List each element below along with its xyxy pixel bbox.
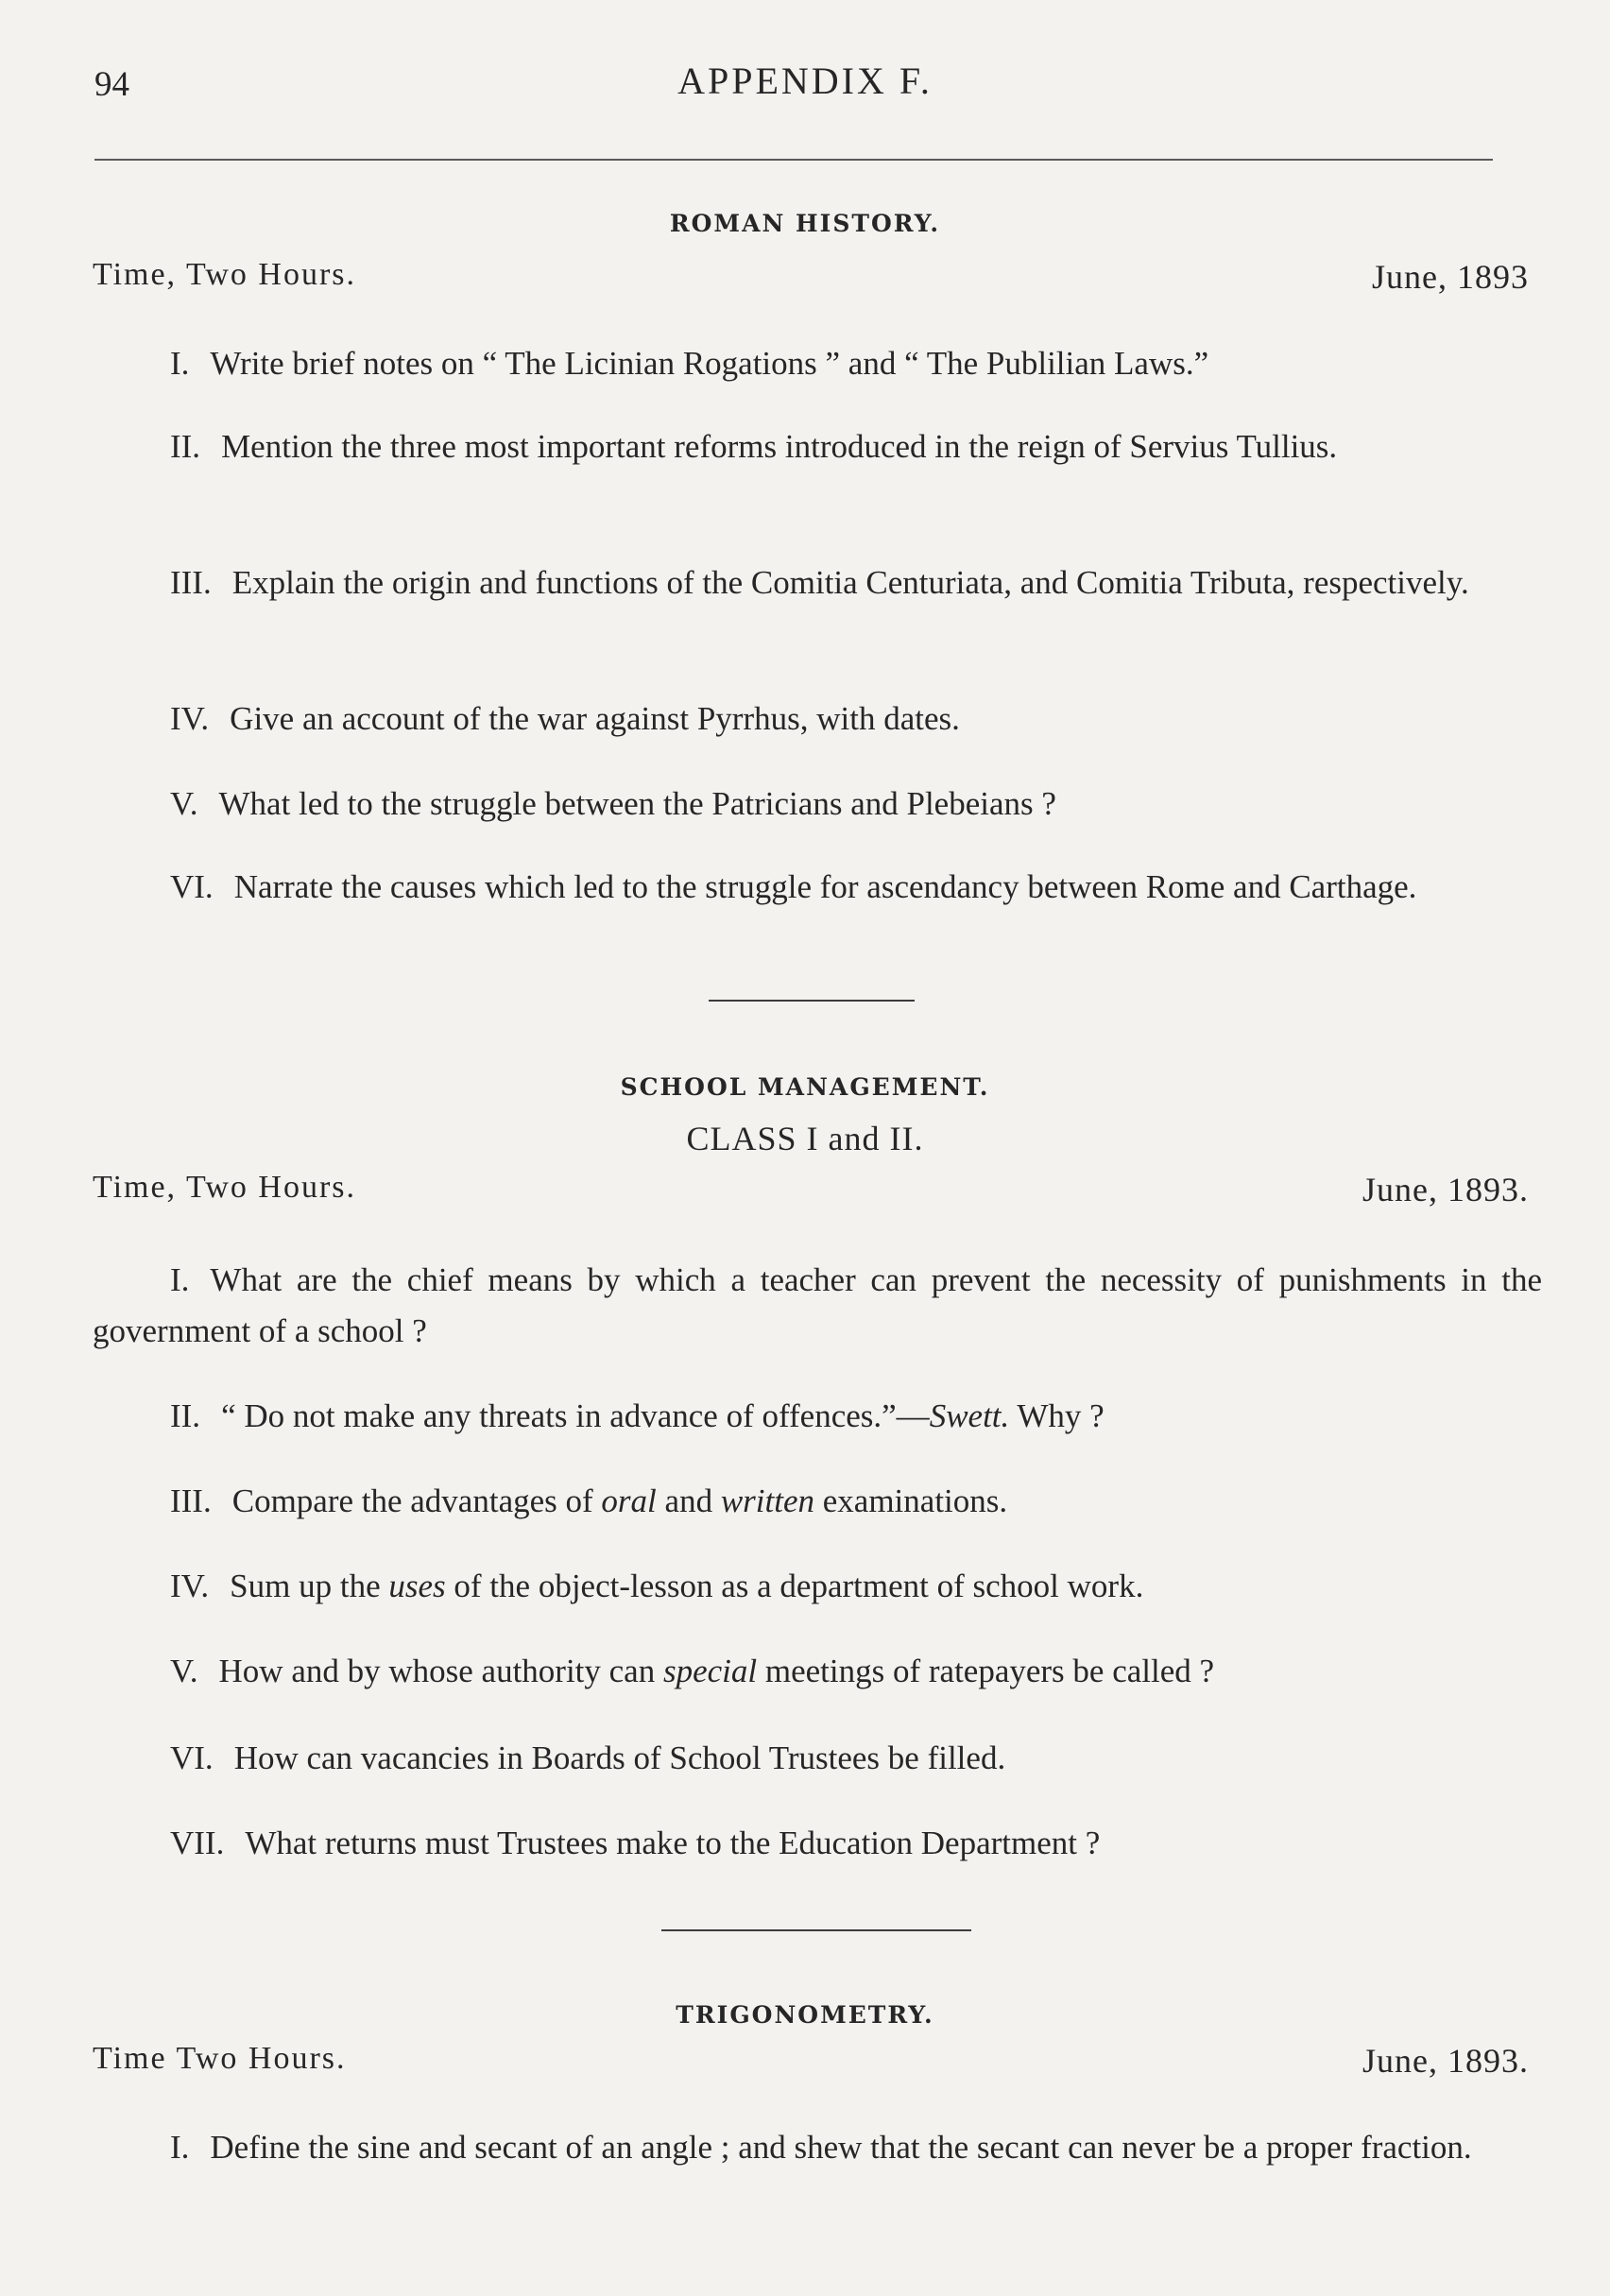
question (93, 338, 1542, 389)
exam-date: June, 1893. (1362, 1171, 1529, 1208)
question (93, 1818, 1542, 1869)
emphasis: uses (388, 1568, 446, 1604)
question-text: How can vacancies in Boards of School Trustees be filled. (233, 1739, 1006, 1776)
question-number: I. (170, 2129, 190, 2166)
question-number: IV. (170, 700, 210, 737)
question-text: Write brief notes on “ The Licinian Rogations ” and “ The Publilian Laws.” (210, 345, 1209, 382)
question-number: VI. (170, 868, 214, 905)
question-text: Sum up the (230, 1568, 389, 1604)
section-title-school-management: SCHOOL MANAGEMENT. (620, 1073, 990, 1101)
question-text: Explain the origin and functions of the Comitia Centuriata, and Comitia Tributa, respectively. (231, 564, 1469, 601)
running-head (0, 59, 1610, 115)
question-number: II. (170, 1397, 201, 1434)
question-text: How and by whose authority can (218, 1653, 663, 1689)
question-text: What are the chief means by which a teacher can prevent the necessity of punishments in the government of a school ? (93, 1261, 1542, 1349)
section-subtitle: CLASS I and II. (686, 1120, 924, 1157)
question (93, 862, 1542, 913)
question-text: Why ? (1009, 1397, 1105, 1434)
header-rule (94, 159, 1493, 161)
question-number: II. (170, 428, 201, 465)
question-text: examinations. (814, 1482, 1008, 1519)
emphasis: written (720, 1482, 815, 1519)
question-number: III. (170, 564, 212, 601)
question-text: What returns must Trustees make to the Education Department ? (245, 1825, 1101, 1861)
question-number: I. (170, 1261, 190, 1298)
question (93, 694, 1542, 745)
question (93, 421, 1542, 472)
time-allowed: Time Two Hours. (93, 2041, 347, 2076)
question-number: V. (170, 785, 198, 822)
exam-date: June, 1893. (1362, 2042, 1529, 2080)
question-text: Narrate the causes which led to the struggle for ascendancy between Rome and Carthage. (233, 868, 1417, 905)
page-number: 94 (94, 65, 129, 104)
question (93, 1255, 1542, 1357)
time-allowed: Time, Two Hours. (93, 1170, 356, 1205)
question-text: Give an account of the war against Pyrrhus, with dates. (230, 700, 960, 737)
question-text: Compare the advantages of (231, 1482, 602, 1519)
section-title-roman-history: ROMAN HISTORY. (669, 210, 941, 237)
question (93, 2122, 1542, 2173)
question-text: Mention the three most important reforms introduced in the reign of Servius Tullius. (221, 428, 1338, 465)
question (93, 1476, 1542, 1527)
question-text: What led to the struggle between the Patricians and Plebeians ? (218, 785, 1056, 822)
time-allowed: Time, Two Hours. (93, 257, 356, 292)
question (93, 1646, 1542, 1697)
question-number: VI. (170, 1739, 214, 1776)
question (93, 557, 1542, 608)
question-number: I. (170, 345, 190, 382)
question-text: “ Do not make any threats in advance of offences.”— (221, 1397, 930, 1434)
emphasis: special (662, 1653, 758, 1689)
question (93, 1561, 1542, 1612)
section-divider (661, 1929, 971, 1931)
section-divider (709, 1000, 915, 1002)
section-title-trigonometry: TRIGONOMETRY. (676, 2001, 934, 2029)
question (93, 1733, 1542, 1784)
question-number: VII. (170, 1825, 225, 1861)
question-text: Define the sine and secant of an angle ; and shew that the secant can never be a proper fraction. (210, 2129, 1472, 2166)
question-number: V. (170, 1653, 198, 1689)
quote-attribution: Swett. (929, 1397, 1010, 1434)
question-number: IV. (170, 1568, 210, 1604)
emphasis: oral (601, 1482, 657, 1519)
question-text: meetings of ratepayers be called ? (757, 1653, 1215, 1689)
question-number: III. (170, 1482, 212, 1519)
running-title: APPENDIX F. (677, 60, 933, 102)
question-text: of the object-lesson as a department of school work. (445, 1568, 1144, 1604)
question-text: and (656, 1482, 721, 1519)
question (93, 779, 1542, 830)
question (93, 1391, 1542, 1442)
exam-date: June, 1893 (1372, 258, 1529, 296)
